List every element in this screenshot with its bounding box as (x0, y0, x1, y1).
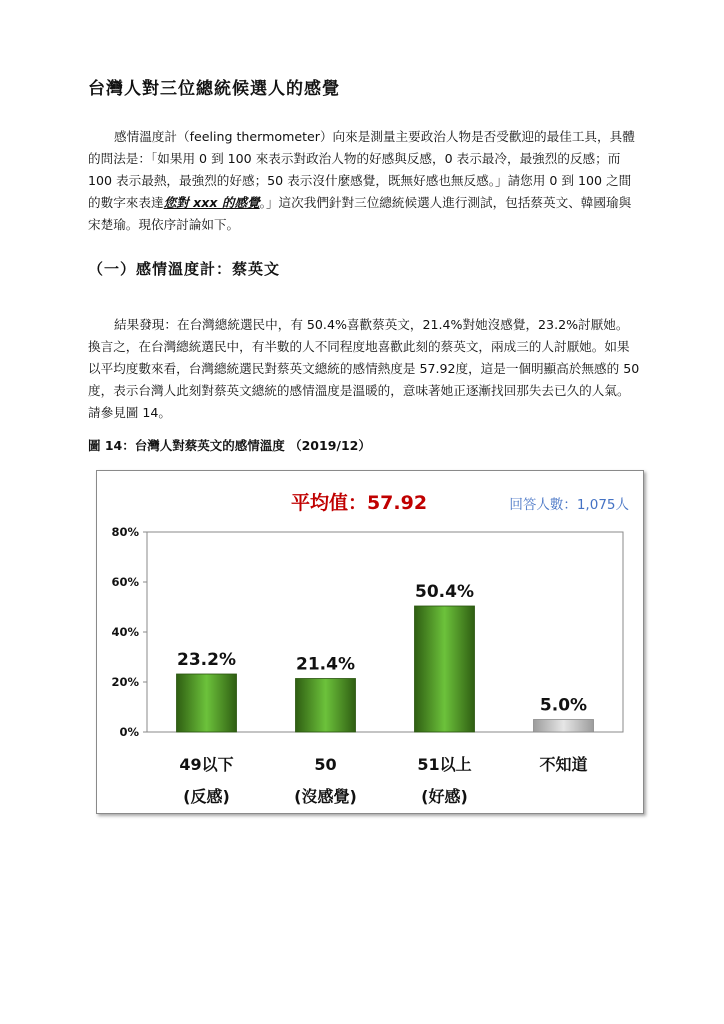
bar (177, 674, 237, 732)
intro-text-part1: 感情溫度計（feeling thermometer）向來是測量主要政治人物是否受歡迎的最佳工具，具體的問法是：「如果用 0 到 100 來表示對政治人物的好感與反感，0 表示最冷，最強烈的反感；而 100 表示最熱，最強烈的好感；50 表示沒什麼感覺，既無好感也無反感。」請您用 0 到 100 之間的數字來表達 (88, 129, 635, 210)
x-category-label: 49以下 (179, 755, 234, 774)
bar (534, 720, 594, 733)
bar (415, 606, 475, 732)
x-axis (179, 755, 587, 806)
page-title: 台灣人對三位總統候選人的感覺 (88, 79, 340, 99)
y-tick-label: 20% (111, 675, 139, 689)
x-category-label: 51以上 (417, 755, 472, 774)
x-category-sublabel: (好感) (421, 787, 468, 806)
y-axis (111, 525, 147, 739)
intro-paragraph (88, 126, 640, 236)
x-category-label: 不知道 (539, 755, 588, 774)
bar-chart (96, 470, 644, 814)
intro-text-part2: 。」這次我們針對三位總統候選人進行測試，包括蔡英文、韓國瑜與宋楚瑜。現依序討論如下。 (88, 195, 632, 232)
bar-data-label: 23.2% (177, 650, 236, 670)
x-category-sublabel: (反感) (183, 787, 230, 806)
chart-respondents: 回答人數：1,075人 (509, 497, 629, 513)
y-tick-label: 40% (111, 625, 139, 639)
bar-data-label: 5.0% (539, 695, 588, 716)
bar-data-label: 50.4% (415, 582, 474, 602)
bars (177, 582, 594, 732)
y-tick-label: 60% (111, 575, 139, 589)
chart-title: 平均值：57.92 (290, 492, 428, 514)
section-heading: （一）感情溫度計：蔡英文 (88, 260, 281, 278)
figure-caption: 圖 14：台灣人對蔡英文的感情溫度 （2019/12） (88, 438, 371, 453)
x-category-sublabel: (沒感覺) (294, 787, 357, 806)
bar-data-label: 21.4% (296, 654, 355, 675)
y-tick-label: 0% (119, 725, 139, 739)
x-category-label: 50 (314, 755, 337, 774)
bar (296, 679, 356, 733)
section-paragraph: 結果發現：在台灣總統選民中，有 50.4%喜歡蔡英文，21.4%對她沒感覺，23.2%討厭她。換言之，在台灣總統選民中，有半數的人不同程度地喜歡此刻的蔡英文，兩成三的人討厭她。如果以平均度數來看，台灣總統選民對蔡英文總統的感情熱度是 57.92度，這是一個明顯高於無感的 50 度，表示台灣人此刻對蔡英文總統的感情溫度是溫暖的，意味著她正逐漸找回那失去已久的人氣。請參見圖 14。 (88, 317, 640, 420)
y-tick-label: 80% (111, 525, 139, 539)
intro-emphasis: 您對 xxx 的感覺 (163, 195, 260, 210)
chart-svg (97, 471, 643, 813)
